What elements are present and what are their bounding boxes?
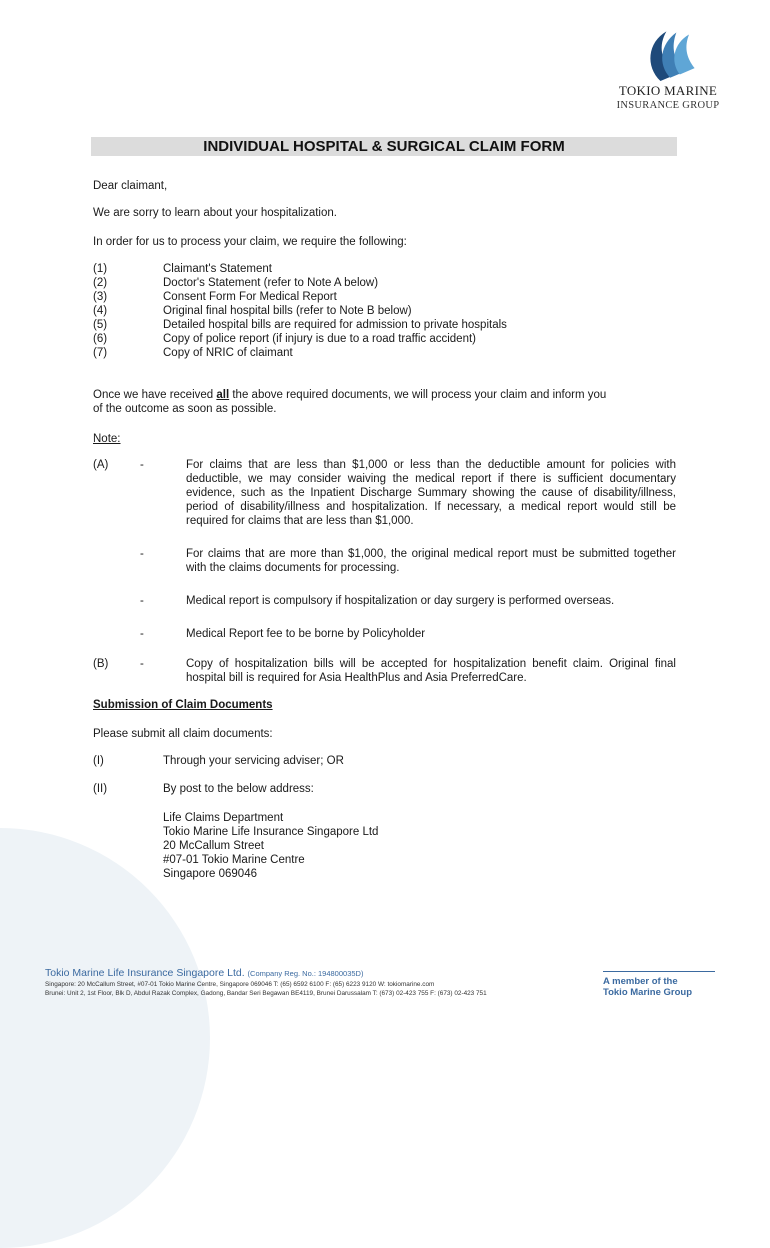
list-number: (1) <box>93 263 108 275</box>
footer-company-name: Tokio Marine Life Insurance Singapore Ltd. <box>45 967 245 979</box>
address-line: Life Claims Department <box>163 812 284 824</box>
note-a3: Medical report is compulsory if hospitalization or day surgery is performed overseas. <box>186 595 615 607</box>
note-dash: - <box>140 628 144 640</box>
brand-name: TOKIO MARINE <box>618 83 718 98</box>
note-b1: Copy of hospitalization bills will be accepted for hospitalization benefit claim. Original final hospital bill is required for Asia HealthPlus and Asia PreferredCare. <box>186 658 676 684</box>
intro-sorry: We are sorry to learn about your hospitalization. <box>93 207 337 219</box>
list-item: Original final hospital bills (refer to Note B below) <box>163 305 412 317</box>
address-line: Singapore 069046 <box>163 868 257 880</box>
once-text-pre: Once we have received <box>93 389 217 401</box>
brand-group: INSURANCE GROUP <box>616 100 720 111</box>
list-item: Claimant's Statement <box>163 263 272 275</box>
list-number: (7) <box>93 347 108 359</box>
note-a1: For claims that are less than $1,000 or less than the deductible amount for policies with deductible, we may consider waiving the medical report if there is sufficient documentary evidence, such as the Inpatient Discharge Summary showing the cause of disability/illness, period of disability/illness and hospitalization. If necessary, a medical report would still be required for claims that are less than $1,000. <box>186 459 676 527</box>
note-a4: Medical Report fee to be borne by Policyholder <box>186 628 426 640</box>
note-a-label: (A) <box>93 459 109 471</box>
list-number: (2) <box>93 277 108 289</box>
address-line: 20 McCallum Street <box>163 840 264 852</box>
list-item: Detailed hospital bills are required for admission to private hospitals <box>163 319 507 331</box>
option-text: By post to the below address: <box>163 783 314 795</box>
list-number: (6) <box>93 333 108 345</box>
note-heading: Note: <box>93 433 121 445</box>
list-item: Copy of NRIC of claimant <box>163 347 293 359</box>
intro-require: In order for us to process your claim, we require the following: <box>93 236 407 248</box>
address-line: Tokio Marine Life Insurance Singapore Ltd <box>163 826 379 838</box>
option-number: (II) <box>93 783 108 795</box>
member-rule <box>603 971 715 972</box>
once-paragraph-line1 <box>93 388 693 402</box>
note-a2: For claims that are more than $1,000, the original medical report must be submitted together with the claims documents for processing. <box>186 548 676 574</box>
decorative-arc <box>0 828 210 1248</box>
greeting: Dear claimant, <box>93 180 168 192</box>
note-dash: - <box>140 548 144 560</box>
list-number: (4) <box>93 305 108 317</box>
list-number: (3) <box>93 291 108 303</box>
option-number: (I) <box>93 755 104 767</box>
once-text-all: all <box>216 389 230 401</box>
list-item: Copy of police report (if injury is due to a road traffic accident) <box>163 333 476 345</box>
member-line1: A member of the <box>603 976 678 987</box>
footer-singapore-address: Singapore: 20 McCallum Street, #07-01 Tokio Marine Centre, Singapore 069046 T: (65) 6592 6100 F: (65) 6223 9120 W: tokiomarine.com <box>45 981 435 988</box>
submission-heading: Submission of Claim Documents <box>93 699 273 711</box>
list-item: Consent Form For Medical Report <box>163 291 337 303</box>
list-number: (5) <box>93 319 108 331</box>
page-title: INDIVIDUAL HOSPITAL & SURGICAL CLAIM FORM <box>203 138 565 155</box>
once-paragraph-line2: of the outcome as soon as possible. <box>93 403 277 415</box>
list-item: Doctor's Statement (refer to Note A below) <box>163 277 379 289</box>
footer-company <box>45 966 363 981</box>
note-dash: - <box>140 595 144 607</box>
note-dash: - <box>140 459 144 471</box>
note-dash: - <box>140 658 144 670</box>
note-b-label: (B) <box>93 658 109 670</box>
address-line: #07-01 Tokio Marine Centre <box>163 854 305 866</box>
member-line2: Tokio Marine Group <box>603 987 693 998</box>
tokio-marine-logo <box>636 22 708 92</box>
option-text: Through your servicing adviser; OR <box>163 755 344 767</box>
footer-reg-number: (Company Reg. No.: 194800035D) <box>247 969 364 978</box>
footer-brunei-address: Brunei: Unit 2, 1st Floor, Blk D, Abdul Razak Complex, Gadong, Bandar Seri Begawan BE4119, Brunei Darussalam T: (673) 02-423 755 F: (673) 02-423 751 <box>45 990 487 997</box>
once-text-post: the above required documents, we will process your claim and inform you <box>229 389 607 401</box>
submission-intro: Please submit all claim documents: <box>93 728 273 740</box>
